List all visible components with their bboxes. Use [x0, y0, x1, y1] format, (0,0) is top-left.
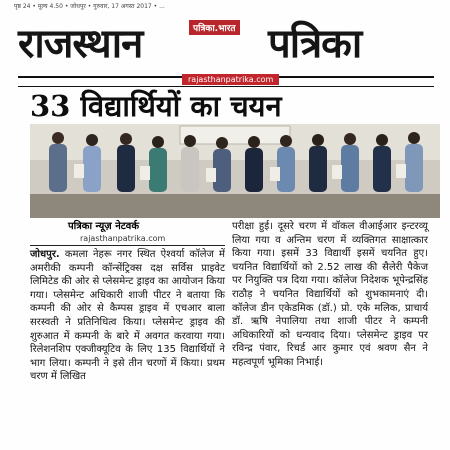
- group-photo: [30, 124, 440, 218]
- article-text-left: [30, 248, 225, 384]
- article-byline: पत्रिका न्यूज़ नेटवर्क: [68, 221, 140, 232]
- group-photo-illustration: [30, 124, 440, 218]
- article-body-left: कमला नेहरू नगर स्थित ऐश्वर्या कॉलेज में अमरीकी कम्पनी कॉन्सेंट्रिक्स दक्ष सर्विस प्राइवेट लिमिटेड की ओर से प्लेसमेन्ट ड्राइव का आयोजन किया गया। प्लेसमेन्ट अधिकारी शाजी पीटर ने बताया कि कम्पनी की ओर से कैम्पस ड्राइव में एचआर बाला सरस्वती ने प्रतिनिधित्व किया। प्लेसमेन्ट ड्राइव की शुरुआत में कम्पनी के बारे में अवगत करवाया गया। रिलेशनशिप एक्जीक्यूटिव के लिए 135 विद्यार्थियों ने भाग लिया। कम्पनी ने इसे तीन चरणों में किया। प्रथम चरण में लिखित: [30, 249, 225, 383]
- masthead-title-right: पत्रिका: [268, 20, 362, 67]
- article-column-right: [232, 220, 428, 370]
- article-byline-site: rajasthanpatrika.com: [30, 233, 225, 246]
- brand-badge: पत्रिका.भारत: [189, 20, 240, 35]
- article-dateline: जोधपुर.: [30, 249, 60, 260]
- article-column-left: [30, 220, 225, 384]
- masthead-website: rajasthanpatrika.com: [182, 74, 279, 85]
- masthead-title-left: राजस्थान: [18, 20, 143, 67]
- article-body-right: परीक्षा हुई। दूसरे चरण में वॉकल वीआईआर इन्टरव्यू लिया गया व अन्तिम चरण में व्यक्तिगत साक्षात्कार किया गया। इसमें 33 विद्यार्थी इसमें चयनित हुए। चयनित विद्यार्थियों को 2.52 लाख की सैलेरी पैकेज पर नियुक्ति पत्र दिया गया। कॉलेज निदेशक भूपेन्द्रसिंह राठौड़ ने चयनित विद्यार्थियों को शुभकामनाएं दी। कॉलेज डीन एकेडमिक (डॉ.) प्रो. एके मलिक, प्राचार्य डॉ. ऋषि नेपालिया तथा शाजी पीटर ने कम्पनी अधिकारियों को धन्यवाद दिया। प्लेसमेन्ट ड्राइव पर रविन्द्र पंवार, रिचर्ड आर कुमार एवं श्रवण सैन ने महत्वपूर्ण भूमिका निभाई।: [232, 221, 428, 368]
- masthead: [14, 12, 439, 84]
- article-headline: 33 विद्यार्थियों का चयन: [30, 89, 282, 123]
- edition-info: पृष्ठ 24 • मूल्य 4.50 • जोधपुर • गुरुवार, 17 अगस्त 2017 • ...: [14, 3, 165, 10]
